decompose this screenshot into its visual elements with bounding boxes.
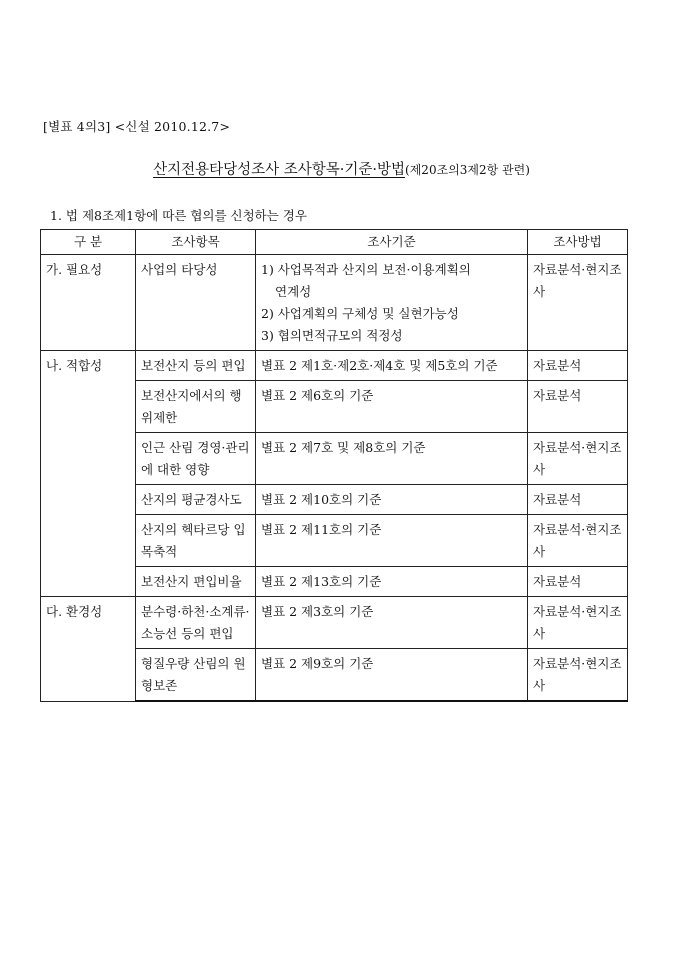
criteria-line: 별표 2 제10호의 기준 bbox=[261, 492, 382, 507]
criteria-line: 별표 2 제9호의 기준 bbox=[261, 656, 374, 671]
header-item: 조사항목 bbox=[136, 230, 256, 255]
category-cell: 가. 필요성 bbox=[41, 255, 136, 351]
criteria-line: 3) 협의면적규모의 적정성 bbox=[261, 328, 403, 343]
item-cell: 산지의 헥타르당 입목축적 bbox=[136, 515, 256, 567]
method-cell: 자료분석 bbox=[528, 485, 628, 515]
item-cell: 보전산지에서의 행위제한 bbox=[136, 381, 256, 433]
criteria-line: 별표 2 제11호의 기준 bbox=[261, 522, 382, 537]
method-cell: 자료분석·현지조사 bbox=[528, 597, 628, 649]
criteria-line: 연계성 bbox=[275, 284, 312, 299]
criteria-cell bbox=[256, 381, 528, 433]
header-criteria: 조사기준 bbox=[256, 230, 528, 255]
criteria-cell bbox=[256, 351, 528, 381]
header-category: 구 분 bbox=[41, 230, 136, 255]
header-method: 조사방법 bbox=[528, 230, 628, 255]
category-cell: 다. 환경성 bbox=[41, 597, 136, 702]
criteria-line: 1) 사업목적과 산지의 보전·이용계획의 bbox=[261, 262, 471, 277]
criteria-cell bbox=[256, 433, 528, 485]
method-cell: 자료분석·현지조사 bbox=[528, 255, 628, 351]
criteria-cell bbox=[256, 255, 528, 351]
appendix-reference: [별표 4의3] <신설 2010.12.7> bbox=[43, 119, 231, 134]
item-cell: 인근 산림 경영·관리에 대한 영향 bbox=[136, 433, 256, 485]
item-cell: 보전산지 등의 편입 bbox=[136, 351, 256, 381]
criteria-line: 별표 2 제3호의 기준 bbox=[261, 604, 374, 619]
item-cell: 보전산지 편입비율 bbox=[136, 567, 256, 597]
table-header-row bbox=[41, 230, 628, 255]
criteria-cell bbox=[256, 649, 528, 702]
category-cell: 나. 적합성 bbox=[41, 351, 136, 597]
item-cell: 분수령·하천·소계류·소능선 등의 편입 bbox=[136, 597, 256, 649]
criteria-line: 2) 사업계획의 구체성 및 실현가능성 bbox=[261, 306, 459, 321]
section-heading: 1. 법 제8조제1항에 따른 협의를 신청하는 경우 bbox=[50, 208, 307, 223]
method-cell: 자료분석 bbox=[528, 351, 628, 381]
table-row bbox=[41, 351, 628, 381]
method-cell: 자료분석 bbox=[528, 381, 628, 433]
item-cell: 산지의 평균경사도 bbox=[136, 485, 256, 515]
method-cell: 자료분석 bbox=[528, 567, 628, 597]
title-subtitle: (제20조의3제2항 관련) bbox=[405, 163, 530, 177]
criteria-cell bbox=[256, 597, 528, 649]
criteria-line: 별표 2 제1호·제2호·제4호 및 제5호의 기준 bbox=[261, 358, 498, 373]
method-cell: 자료분석·현지조사 bbox=[528, 433, 628, 485]
table-row bbox=[41, 597, 628, 649]
criteria-line: 별표 2 제7호 및 제8호의 기준 bbox=[261, 440, 426, 455]
table-row bbox=[41, 255, 628, 351]
table-body bbox=[41, 255, 628, 702]
title-main: 산지전용타당성조사 조사항목·기준·방법 bbox=[153, 162, 406, 178]
criteria-cell bbox=[256, 567, 528, 597]
criteria-cell bbox=[256, 515, 528, 567]
criteria-cell bbox=[256, 485, 528, 515]
item-cell: 형질우량 산림의 원형보존 bbox=[136, 649, 256, 702]
survey-table bbox=[40, 229, 628, 702]
document-title bbox=[0, 158, 683, 179]
criteria-line: 별표 2 제13호의 기준 bbox=[261, 574, 382, 589]
method-cell: 자료분석·현지조사 bbox=[528, 515, 628, 567]
method-cell: 자료분석·현지조사 bbox=[528, 649, 628, 702]
criteria-line: 별표 2 제6호의 기준 bbox=[261, 388, 374, 403]
item-cell: 사업의 타당성 bbox=[136, 255, 256, 351]
